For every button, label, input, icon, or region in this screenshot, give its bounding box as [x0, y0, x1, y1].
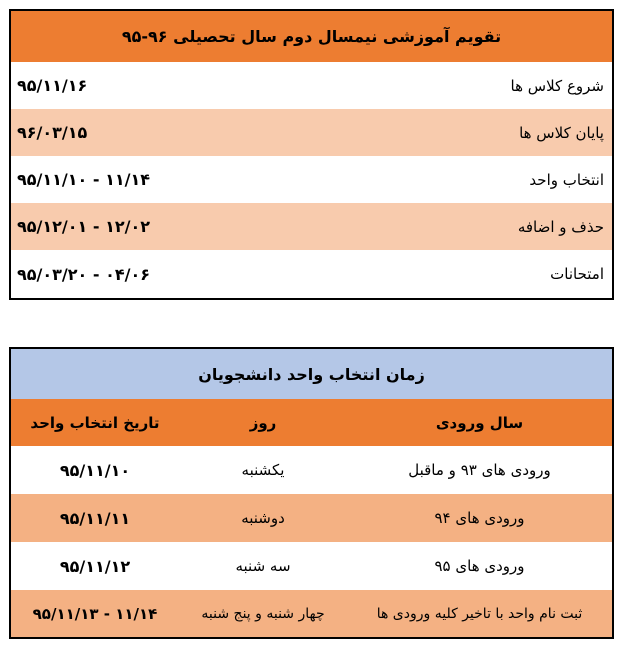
registration-entry: ورودی های ۹۳ و ماقبل — [408, 461, 551, 479]
calendar-row — [11, 62, 612, 109]
registration-schedule-table — [9, 347, 614, 639]
registration-entry: ورودی های ۹۴ — [434, 509, 525, 527]
calendar-row-label: امتحانات — [550, 265, 604, 283]
header-date: تاریخ انتخاب واحد — [30, 413, 160, 432]
registration-entry: ورودی های ۹۵ — [434, 557, 525, 575]
academic-calendar-table — [9, 9, 614, 300]
registration-entry: ثبت نام واحد با تاخیر کلیه ورودی ها — [376, 605, 583, 622]
calendar-row-value: ۹۶/۰۳/۱۵ — [17, 123, 88, 142]
registration-title-row — [11, 349, 612, 399]
registration-day: چهار شنبه و پنج شنبه — [201, 605, 325, 622]
calendar-row-label: شروع کلاس ها — [510, 76, 604, 95]
calendar-row-value: ۹۵/۱۱/۱۶ — [17, 76, 88, 95]
registration-date: ۹۵/۱۱/۱۱ — [59, 508, 131, 528]
registration-row — [11, 446, 612, 494]
calendar-row — [11, 156, 612, 203]
calendar-row — [11, 109, 612, 156]
registration-day: یکشنبه — [241, 461, 285, 479]
calendar-row-label: حذف و اضافه — [517, 217, 604, 236]
registration-row — [11, 542, 612, 590]
calendar-row-value: ۹۵/۱۱/۱۰ - ۱۱/۱۴ — [17, 170, 150, 189]
registration-title: زمان انتخاب واحد دانشجویان — [198, 364, 425, 384]
registration-header-row — [11, 399, 612, 446]
registration-row — [11, 494, 612, 542]
calendar-row-label: انتخاب واحد — [529, 170, 604, 189]
registration-date: ۹۵/۱۱/۱۰ — [59, 460, 131, 480]
calendar-row-value: ۹۵/۰۳/۲۰ - ۰۴/۰۶ — [17, 264, 150, 284]
calendar-row — [11, 203, 612, 250]
calendar-row — [11, 250, 612, 298]
registration-row — [11, 590, 612, 637]
registration-date: ۹۵/۱۱/۱۲ — [59, 556, 131, 576]
calendar-row-value: ۹۵/۱۲/۰۱ - ۱۲/۰۲ — [17, 217, 150, 236]
registration-day: سه شنبه — [235, 557, 291, 575]
calendar-row-label: پایان کلاس ها — [519, 123, 604, 142]
header-day: روز — [249, 413, 277, 432]
registration-day: دوشنبه — [241, 509, 285, 527]
header-entry-year: سال ورودی — [435, 413, 524, 432]
calendar-title-row — [11, 11, 612, 62]
calendar-title: تقویم آموزشی نیمسال دوم سال تحصیلی ۹۶-۹۵ — [121, 27, 502, 46]
registration-date: ۹۵/۱۱/۱۳ - ۱۱/۱۴ — [32, 604, 158, 623]
